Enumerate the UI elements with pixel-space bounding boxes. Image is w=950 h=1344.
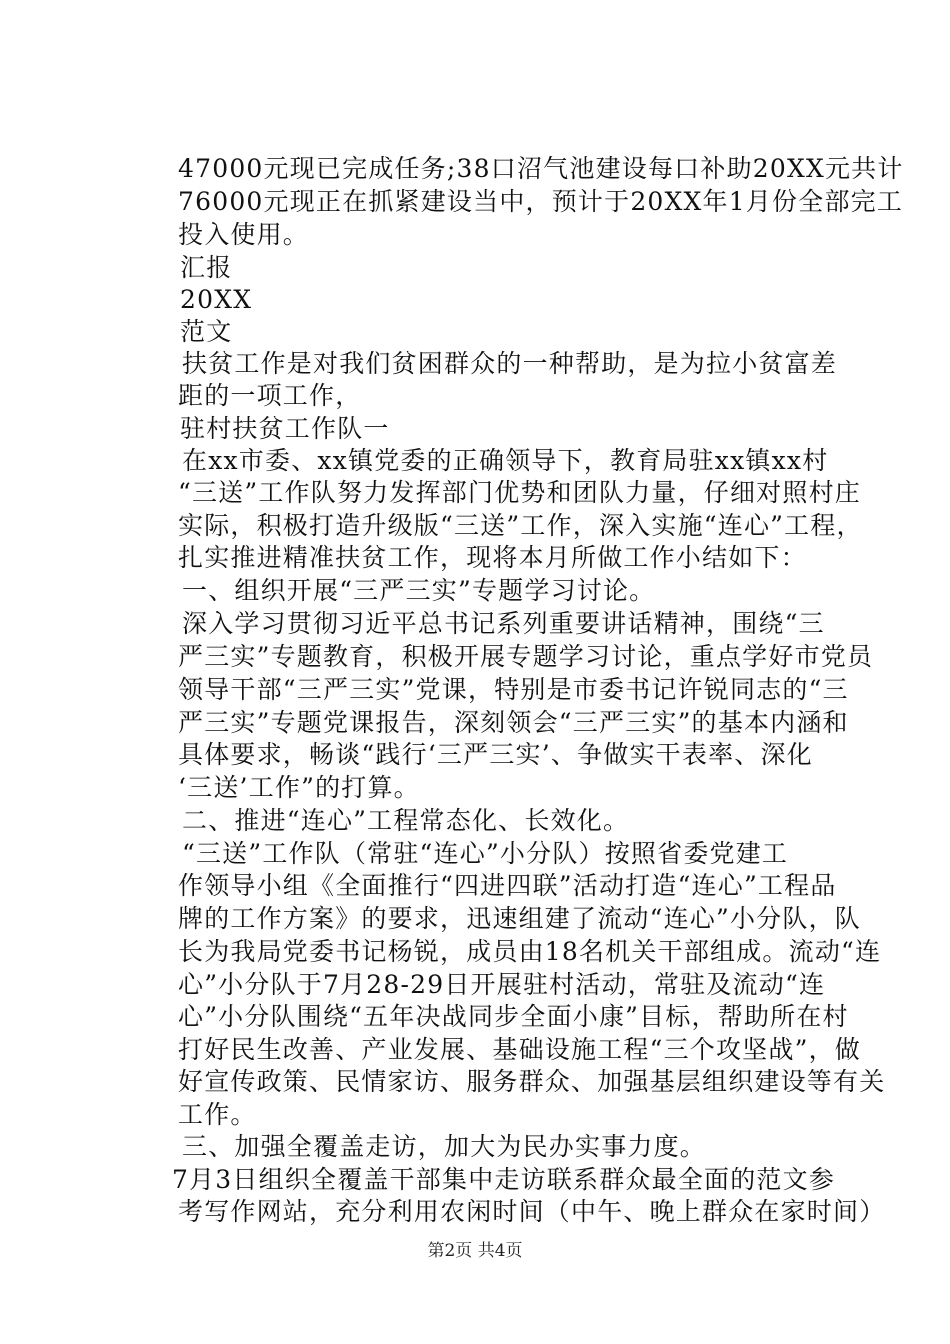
page-footer: 第2页 共4页 — [427, 1241, 523, 1261]
text-line: 三、加强全覆盖走访，加大为民办实事力度。 — [182, 1132, 707, 1161]
text-line: 一、组织开展“三严三实”专题学习讨论。 — [182, 576, 656, 605]
text-line: 工作。 — [178, 1100, 257, 1129]
text-line: 20XX — [180, 285, 253, 314]
text-line: ‘三送’工作”的打算。 — [178, 773, 420, 802]
text-line: 7月3日组织全覆盖干部集中走访联系群众最全面的范文参 — [172, 1165, 836, 1194]
text-line: 汇报 — [180, 253, 233, 282]
text-line: 47000元现已完成任务;38口沼气池建设每口补助20XX元共计 — [178, 154, 904, 183]
text-line: 投入使用。 — [178, 220, 310, 249]
text-line: 考写作网站，充分利用农闲时间（中午、晚上群众在家时间） — [178, 1197, 886, 1226]
text-line: “三送”工作队（常驻“连心”小分队）按照省委党建工 — [182, 839, 789, 868]
text-line: 严三实”专题党课报告，深刻领会“三严三实”的基本内涵和 — [178, 708, 849, 737]
text-line: 驻村扶贫工作队一 — [180, 414, 390, 443]
text-line: 牌的工作方案》的要求，迅速组建了流动“连心”小分队，队 — [178, 904, 861, 933]
text-line: 76000元现正在抓紧建设当中，预计于20XX年1月份全部完工 — [178, 187, 904, 216]
text-line: 在xx市委、xx镇党委的正确领导下，教育局驻xx镇xx村 — [182, 446, 829, 475]
text-line: 打好民生改善、产业发展、基础设施工程“三个攻坚战”，做 — [178, 1035, 861, 1064]
text-line: 范文 — [180, 317, 233, 346]
text-line: 扶贫工作是对我们贫困群众的一种帮助，是为拉小贫富差 — [182, 349, 838, 378]
text-line: 长为我局党委书记杨锐，成员由18名机关干部组成。流动“连 — [178, 937, 882, 966]
text-line: 扎实推进精准扶贫工作，现将本月所做工作小结如下： — [178, 543, 807, 572]
text-line: 领导干部“三严三实”党课，特别是市委书记许锐同志的“三 — [178, 675, 849, 704]
text-line: 距的一项工作， — [178, 381, 362, 410]
text-line: 心”小分队于7月28-29日开展驻村活动，常驻及流动“连 — [178, 970, 826, 999]
text-line: 实际，积极打造升级版“三送”工作，深入实施“连心”工程， — [178, 511, 863, 540]
text-line: 二、推进“连心”工程常态化、长效化。 — [182, 806, 630, 835]
text-line: 作领导小组《全面推行“四进四联”活动打造“连心”工程品 — [178, 871, 837, 900]
text-line: 严三实”专题教育，积极开展专题学习讨论，重点学好市党员 — [178, 642, 874, 671]
text-line: 深入学习贯彻习近平总书记系列重要讲话精神，围绕“三 — [182, 609, 825, 638]
text-line: 好宣传政策、民情家访、服务群众、加强基层组织建设等有关 — [178, 1067, 886, 1096]
text-line: 心”小分队围绕“五年决战同步全面小康”目标，帮助所在村 — [178, 1002, 849, 1031]
text-line: “三送”工作队努力发挥部门优势和团队力量，仔细对照村庄 — [178, 478, 861, 507]
text-line: 具体要求，畅谈“践行‘三严三实’、争做实干表率、深化 — [178, 740, 813, 769]
